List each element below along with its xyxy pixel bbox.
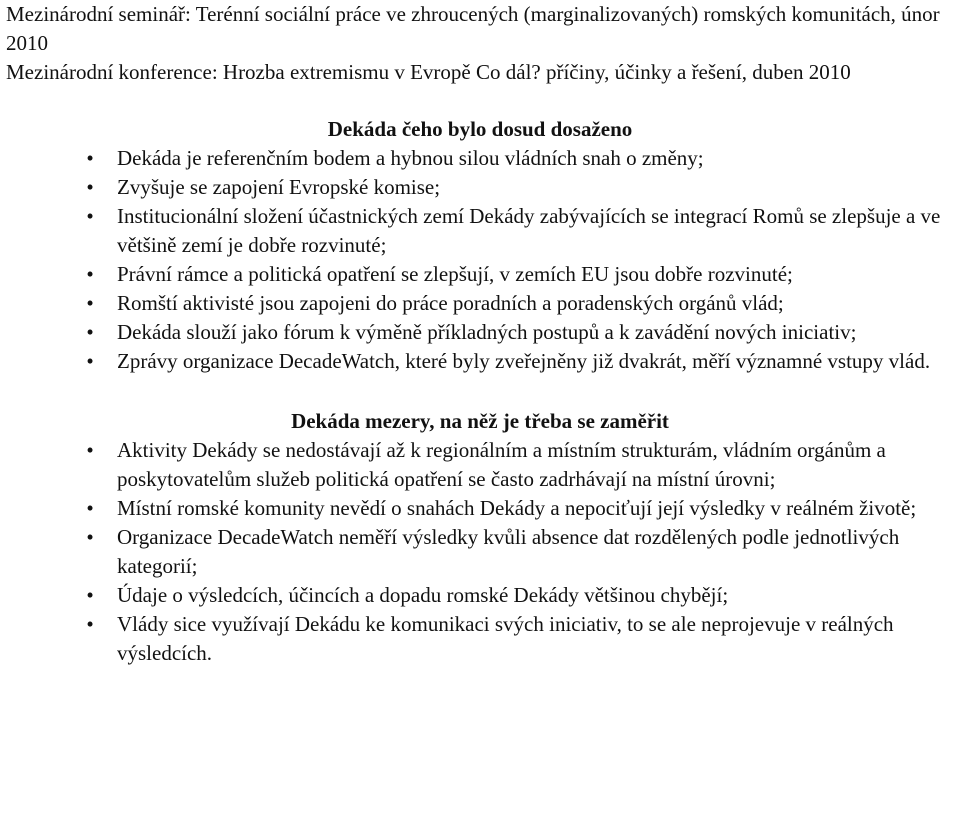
bullet-icon: • <box>86 262 94 286</box>
section1-list <box>6 144 954 376</box>
list-item-text: Zvyšuje se zapojení Evropské komise; <box>117 175 441 199</box>
bullet-icon: • <box>86 175 94 199</box>
bullet-icon: • <box>86 291 94 315</box>
list-item <box>6 173 954 202</box>
bullet-icon: • <box>86 204 94 228</box>
list-item <box>6 318 954 347</box>
list-item-text: Právní rámce a politická opatření se zlepšují, v zemích EU jsou dobře rozvinuté; <box>117 262 793 286</box>
list-item <box>6 260 954 289</box>
bullet-icon: • <box>86 583 94 607</box>
list-item-text: Údaje o výsledcích, účincích a dopadu romské Dekády většinou chybějí; <box>117 583 729 607</box>
list-item <box>6 523 954 581</box>
bullet-icon: • <box>86 525 94 549</box>
intro-conference-line: Mezinárodní konference: Hrozba extremismu v Evropě Co dál? příčiny, účinky a řešení, duben 2010 <box>6 60 851 84</box>
list-item-text: Organizace DecadeWatch neměří výsledky kvůli absence dat rozdělených podle jednotlivých kategorií; <box>117 525 900 578</box>
intro-block <box>6 0 954 87</box>
list-item <box>6 610 954 668</box>
list-item-text: Místní romské komunity nevědí o snahách Dekády a nepociťují její výsledky v reálném životě; <box>117 496 917 520</box>
bullet-icon: • <box>86 349 94 373</box>
section2-list <box>6 436 954 668</box>
bullet-icon: • <box>86 320 94 344</box>
section2-heading: Dekáda mezery, na něž je třeba se zaměřit <box>291 409 669 433</box>
list-item <box>6 144 954 173</box>
list-item <box>6 202 954 260</box>
list-item-text: Zprávy organizace DecadeWatch, které byly zveřejněny již dvakrát, měří významné vstupy vlád. <box>117 349 931 373</box>
list-item <box>6 494 954 523</box>
list-item-text: Dekáda je referenčním bodem a hybnou silou vládních snah o změny; <box>117 146 704 170</box>
section1-heading: Dekáda čeho bylo dosud dosaženo <box>327 117 633 141</box>
list-item-text: Romští aktivisté jsou zapojeni do práce poradních a poradenských orgánů vlád; <box>117 291 784 315</box>
bullet-icon: • <box>86 496 94 520</box>
list-item <box>6 347 954 376</box>
bullet-icon: • <box>86 438 94 462</box>
list-item-text: Institucionální složení účastnických zemí Dekády zabývajících se integrací Romů se zlepšuje a ve většině zemí je dobře rozvinuté; <box>117 204 941 257</box>
bullet-icon: • <box>86 146 94 170</box>
list-item-text: Aktivity Dekády se nedostávají až k regionálním a místním strukturám, vládním orgánům a poskytovatelům služeb politická opatření se často zadrhávají na místní úrovni; <box>117 438 886 491</box>
list-item-text: Vlády sice využívají Dekádu ke komunikaci svých iniciativ, to se ale neprojevuje v reálných výsledcích. <box>117 612 894 665</box>
list-item-text: Dekáda slouží jako fórum k výměně příkladných postupů a k zavádění nových iniciativ; <box>117 320 857 344</box>
list-item <box>6 581 954 610</box>
list-item <box>6 289 954 318</box>
intro-seminar-line: Mezinárodní seminář: Terénní sociální práce ve zhroucených (marginalizovaných) romských komunitách, únor 2010 <box>6 2 940 55</box>
list-item <box>6 436 954 494</box>
bullet-icon: • <box>86 612 94 636</box>
